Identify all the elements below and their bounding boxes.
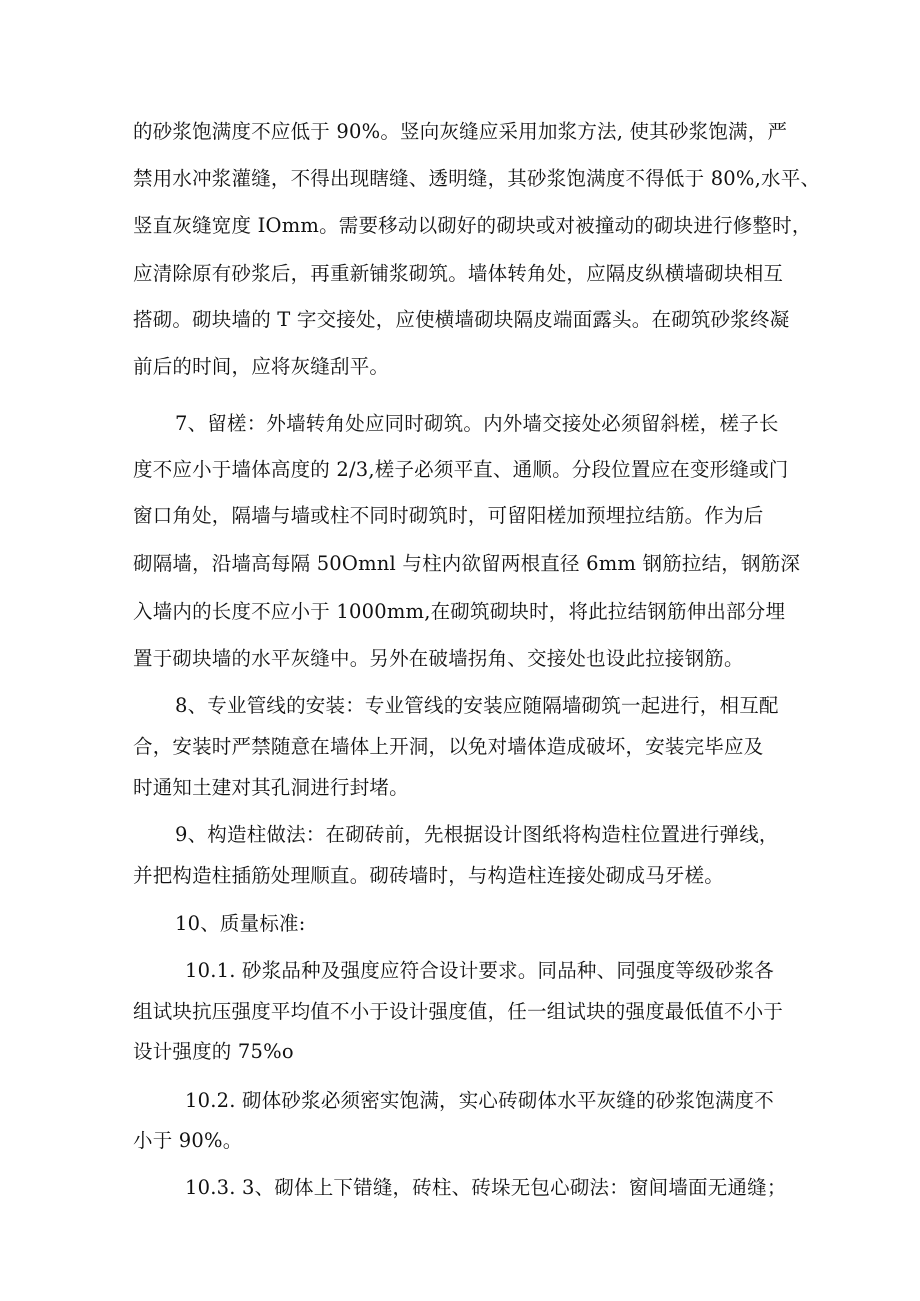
text-line: 9、构造柱做法：在砌砖前，先根据设计图纸将构造柱位置进行弹线， [175,823,779,846]
text-line: 10、质量标准: [175,912,306,935]
text-line: 设计强度的 75%o [133,1040,294,1063]
text-line: 置于砌块墙的水平灰缝中。另外在破墙拐角、交接处也设此拉接钢筋。 [133,647,744,670]
text-line: 10.3. 3、砌体上下错缝，砖柱、砖垛无包心砌法：窗间墙面无通缝； [185,1176,787,1199]
text-line: 前后的时间，应将灰缝刮平。 [133,355,390,378]
text-line: 并把构造柱插筋处理顺直。砌砖墙时，与构造柱连接处砌成马牙槎。 [133,864,725,887]
text-line: 砌隔墙，沿墙高每隔 50Omnl 与柱内欲留两根直径 6mm 钢筋拉结，钢筋深 [133,552,801,575]
text-line: 小于 90%。 [133,1129,243,1152]
text-line: 竖直灰缝宽度 IOmm。需要移动以砌好的砌块或对被撞动的砌块进行修整时， [133,214,812,237]
text-line: 窗口角处，隔墙与墙或柱不同时砌筑时，可留阳槎加预埋拉结筋。作为后 [133,504,764,527]
text-line: 8、专业管线的安装：专业管线的安装应随隔墙砌筑一起进行，相互配 [175,694,779,717]
text-line: 的砂浆饱满度不应低于 90%。竖向灰缝应采用加浆方法, 使其砂浆饱满，严 [133,120,788,143]
text-line: 度不应小于墙体高度的 2/3,槎子必须平直、通顺。分段位置应在变形缝或门 [133,458,789,481]
text-line: 入墙内的长度不应小于 1000mm,在砌筑砌块时，将此拉结钢筋伸出部分埋 [133,600,786,623]
text-line: 搭砌。砌块墙的 T 字交接处，应使横墙砌块隔皮端面露头。在砌筑砂浆终凝 [133,308,790,331]
text-line: 7、留槎：外墙转角处应同时砌筑。内外墙交接处必须留斜槎，槎子长 [175,412,779,435]
text-line: 10.2. 砌体砂浆必须密实饱满，实心砖砌体水平灰缝的砂浆饱满度不 [185,1089,774,1112]
text-line: 组试块抗压强度平均值不小于设计强度值，任一组试块的强度最低值不小于 [133,1000,784,1023]
text-line: 10.1. 砂浆品种及强度应符合设计要求。同品种、同强度等级砂浆各 [185,959,774,982]
text-line: 合，安装时严禁随意在墙体上开洞，以免对墙体造成破坏，安装完毕应及 [133,735,764,758]
text-line: 禁用水冲浆灌缝，不得出现瞎缝、透明缝，其砂浆饱满度不得低于 80%,水平、 [133,167,821,190]
text-line: 应清除原有砂浆后，再重新铺浆砌筑。墙体转角处，应隔皮纵横墙砌块相互 [133,262,784,285]
text-line: 时通知土建对其孔洞进行封堵。 [133,776,409,799]
